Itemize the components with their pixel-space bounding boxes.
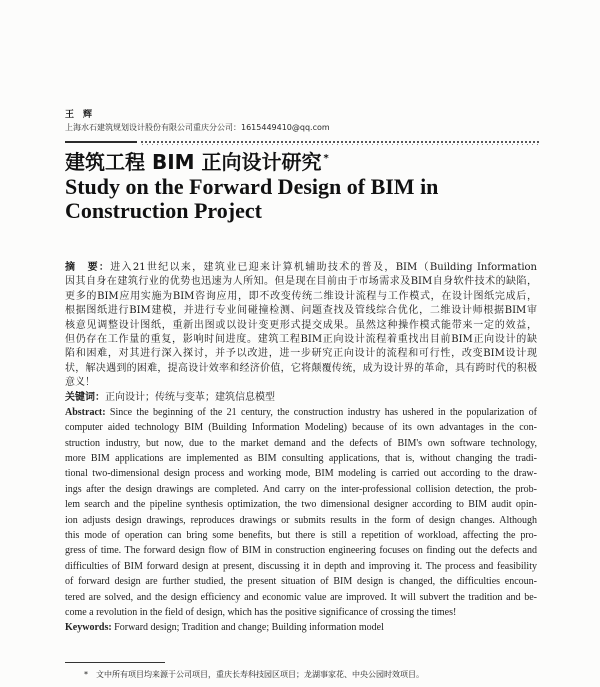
footnote bbox=[84, 669, 524, 680]
keywords-chinese-value: 正向设计；传统与变革；建筑信息模型 bbox=[105, 391, 275, 403]
abstract-chinese-line: 意义！ bbox=[65, 377, 95, 389]
author-affiliation: 上海水石建筑规划设计股份有限公司重庆分公司：1615449410@qq.com bbox=[65, 123, 330, 132]
abstract-chinese-line bbox=[65, 261, 537, 275]
keywords-english-value: Forward design; Tradition and change; Building information model bbox=[114, 622, 384, 634]
abstract-english-label: Abstract: bbox=[65, 406, 106, 418]
footnote-text: 文中所有项目均来源于公司项目，重庆长寿科技园区项目；龙湖事家花、中央公园时效项目。 bbox=[96, 670, 424, 679]
abstract-chinese-text: 进入21世纪以来，建筑业已迎来计算机辅助技术的普及，BIM（Building Information bbox=[110, 262, 537, 273]
keywords-chinese bbox=[65, 391, 537, 405]
abstract-chinese-line: 更多的BIM应用实施为BIM咨询应用，即不改变传统二维设计流程与工作模式，在设计图纸完成后， bbox=[65, 290, 537, 302]
abstract-english-line: more BIM applications are implemented as BIM consulting applications, that is, without changing the tradi- bbox=[65, 453, 537, 465]
abstract-chinese-line: 陷和困难，对其进行深入探讨，并予以改进，进一步研究正向设计的流程和可行性，改变BIM设计现 bbox=[65, 348, 537, 360]
abstract-english-line bbox=[65, 405, 537, 420]
title-footnote-mark: * bbox=[323, 153, 329, 165]
abstract-english-line: ion adjusts design drawings, reproduces drawings or submits results in the form of design changes. Although bbox=[65, 514, 537, 526]
abstract-english-line: lem search and the pipeline synthesis optimization, the two dimensional designer according to BIM audit opin- bbox=[65, 499, 537, 511]
author-name: 王 辉 bbox=[65, 110, 93, 120]
abstract-chinese-line: 根据图纸进行BIM建模，并进行专业间碰撞检测、问题查找及管线综合优化，二维设计师根据BIM审 bbox=[65, 305, 537, 317]
abstract-english-line: ings after the design drawings are completed. And carry on the inter-professional collision detection, the prob- bbox=[65, 483, 537, 495]
abstract-english-line: computer aided technology BIM (Building Information Modeling) because of its own advantages in the con- bbox=[65, 422, 537, 434]
abstract-english-line: come a revolution in the field of design, which has the positive significance of crossing the times! bbox=[65, 606, 457, 618]
header-rule-dotted bbox=[141, 140, 540, 145]
header-rule bbox=[65, 139, 540, 147]
abstract-english-line: difficulties of BIM forward design at present, discussing it in depth and improving it. The process and feasibility bbox=[65, 560, 537, 572]
abstract-chinese-line: 状，解决遇到的困难，提高设计效率和经济价值，它将颠覆传统，成为设计界的革命，具有跨时代的积极 bbox=[65, 362, 537, 374]
title-english-line-1: Study on the Forward Design of BIM in bbox=[65, 175, 439, 199]
abstract-english-line: of forward design are further studied, the present situation of BIM design is changed, the difficulties encoun- bbox=[65, 576, 537, 588]
keywords-english-label: Keywords: bbox=[65, 622, 112, 634]
abstract-english-line: tional two-dimensional design process and working mode, BIM modeling is carried out according to the draw- bbox=[65, 468, 537, 480]
abstract-english-line: struction industry, but now, due to the market demand and the defects of BIM's own software technology, bbox=[65, 437, 537, 449]
header-rule-solid bbox=[65, 141, 137, 143]
keywords-chinese-label: 关键词： bbox=[65, 391, 105, 403]
title-english-line-2: Construction Project bbox=[65, 199, 262, 223]
footnote-rule bbox=[65, 662, 165, 663]
abstract-block bbox=[65, 261, 537, 636]
footnote-mark: * bbox=[84, 670, 88, 679]
abstract-english-line: gress of time. The forward design flow of BIM in construction engineering focuses on finding out the defects and bbox=[65, 545, 537, 557]
keywords-english bbox=[65, 620, 537, 635]
title-chinese bbox=[65, 150, 329, 174]
title-chinese-text: 建筑工程 BIM 正向设计研究 bbox=[65, 150, 322, 174]
abstract-english-line: this mode of operation can bring some benefits, but there is still a repetition of workload, affecting the pro- bbox=[65, 530, 537, 542]
abstract-chinese-line: 核意见调整设计图纸，重新出图或以设计变更形式提交成果。虽然这种操作模式能带来一定的效益， bbox=[65, 319, 537, 331]
abstract-english-line: tered are solved, and the design efficiency and economic value are improved. It will subvert the tradition and be- bbox=[65, 591, 537, 603]
abstract-chinese-line: 因其自身在建筑行业的优势也迅速为人所知。但是现在目前由于市场需求及BIM自身软件技术的缺陷， bbox=[65, 276, 537, 288]
abstract-chinese-label: 摘 要： bbox=[65, 262, 111, 273]
abstract-english-text: Since the beginning of the 21 century, the construction industry has ushered in the popularization of bbox=[109, 406, 537, 418]
abstract-chinese-line: 但仍存在工作量的重复，影响时间进度。建筑工程BIM正向设计流程着重找出目前BIM正向设计的缺 bbox=[65, 333, 537, 345]
